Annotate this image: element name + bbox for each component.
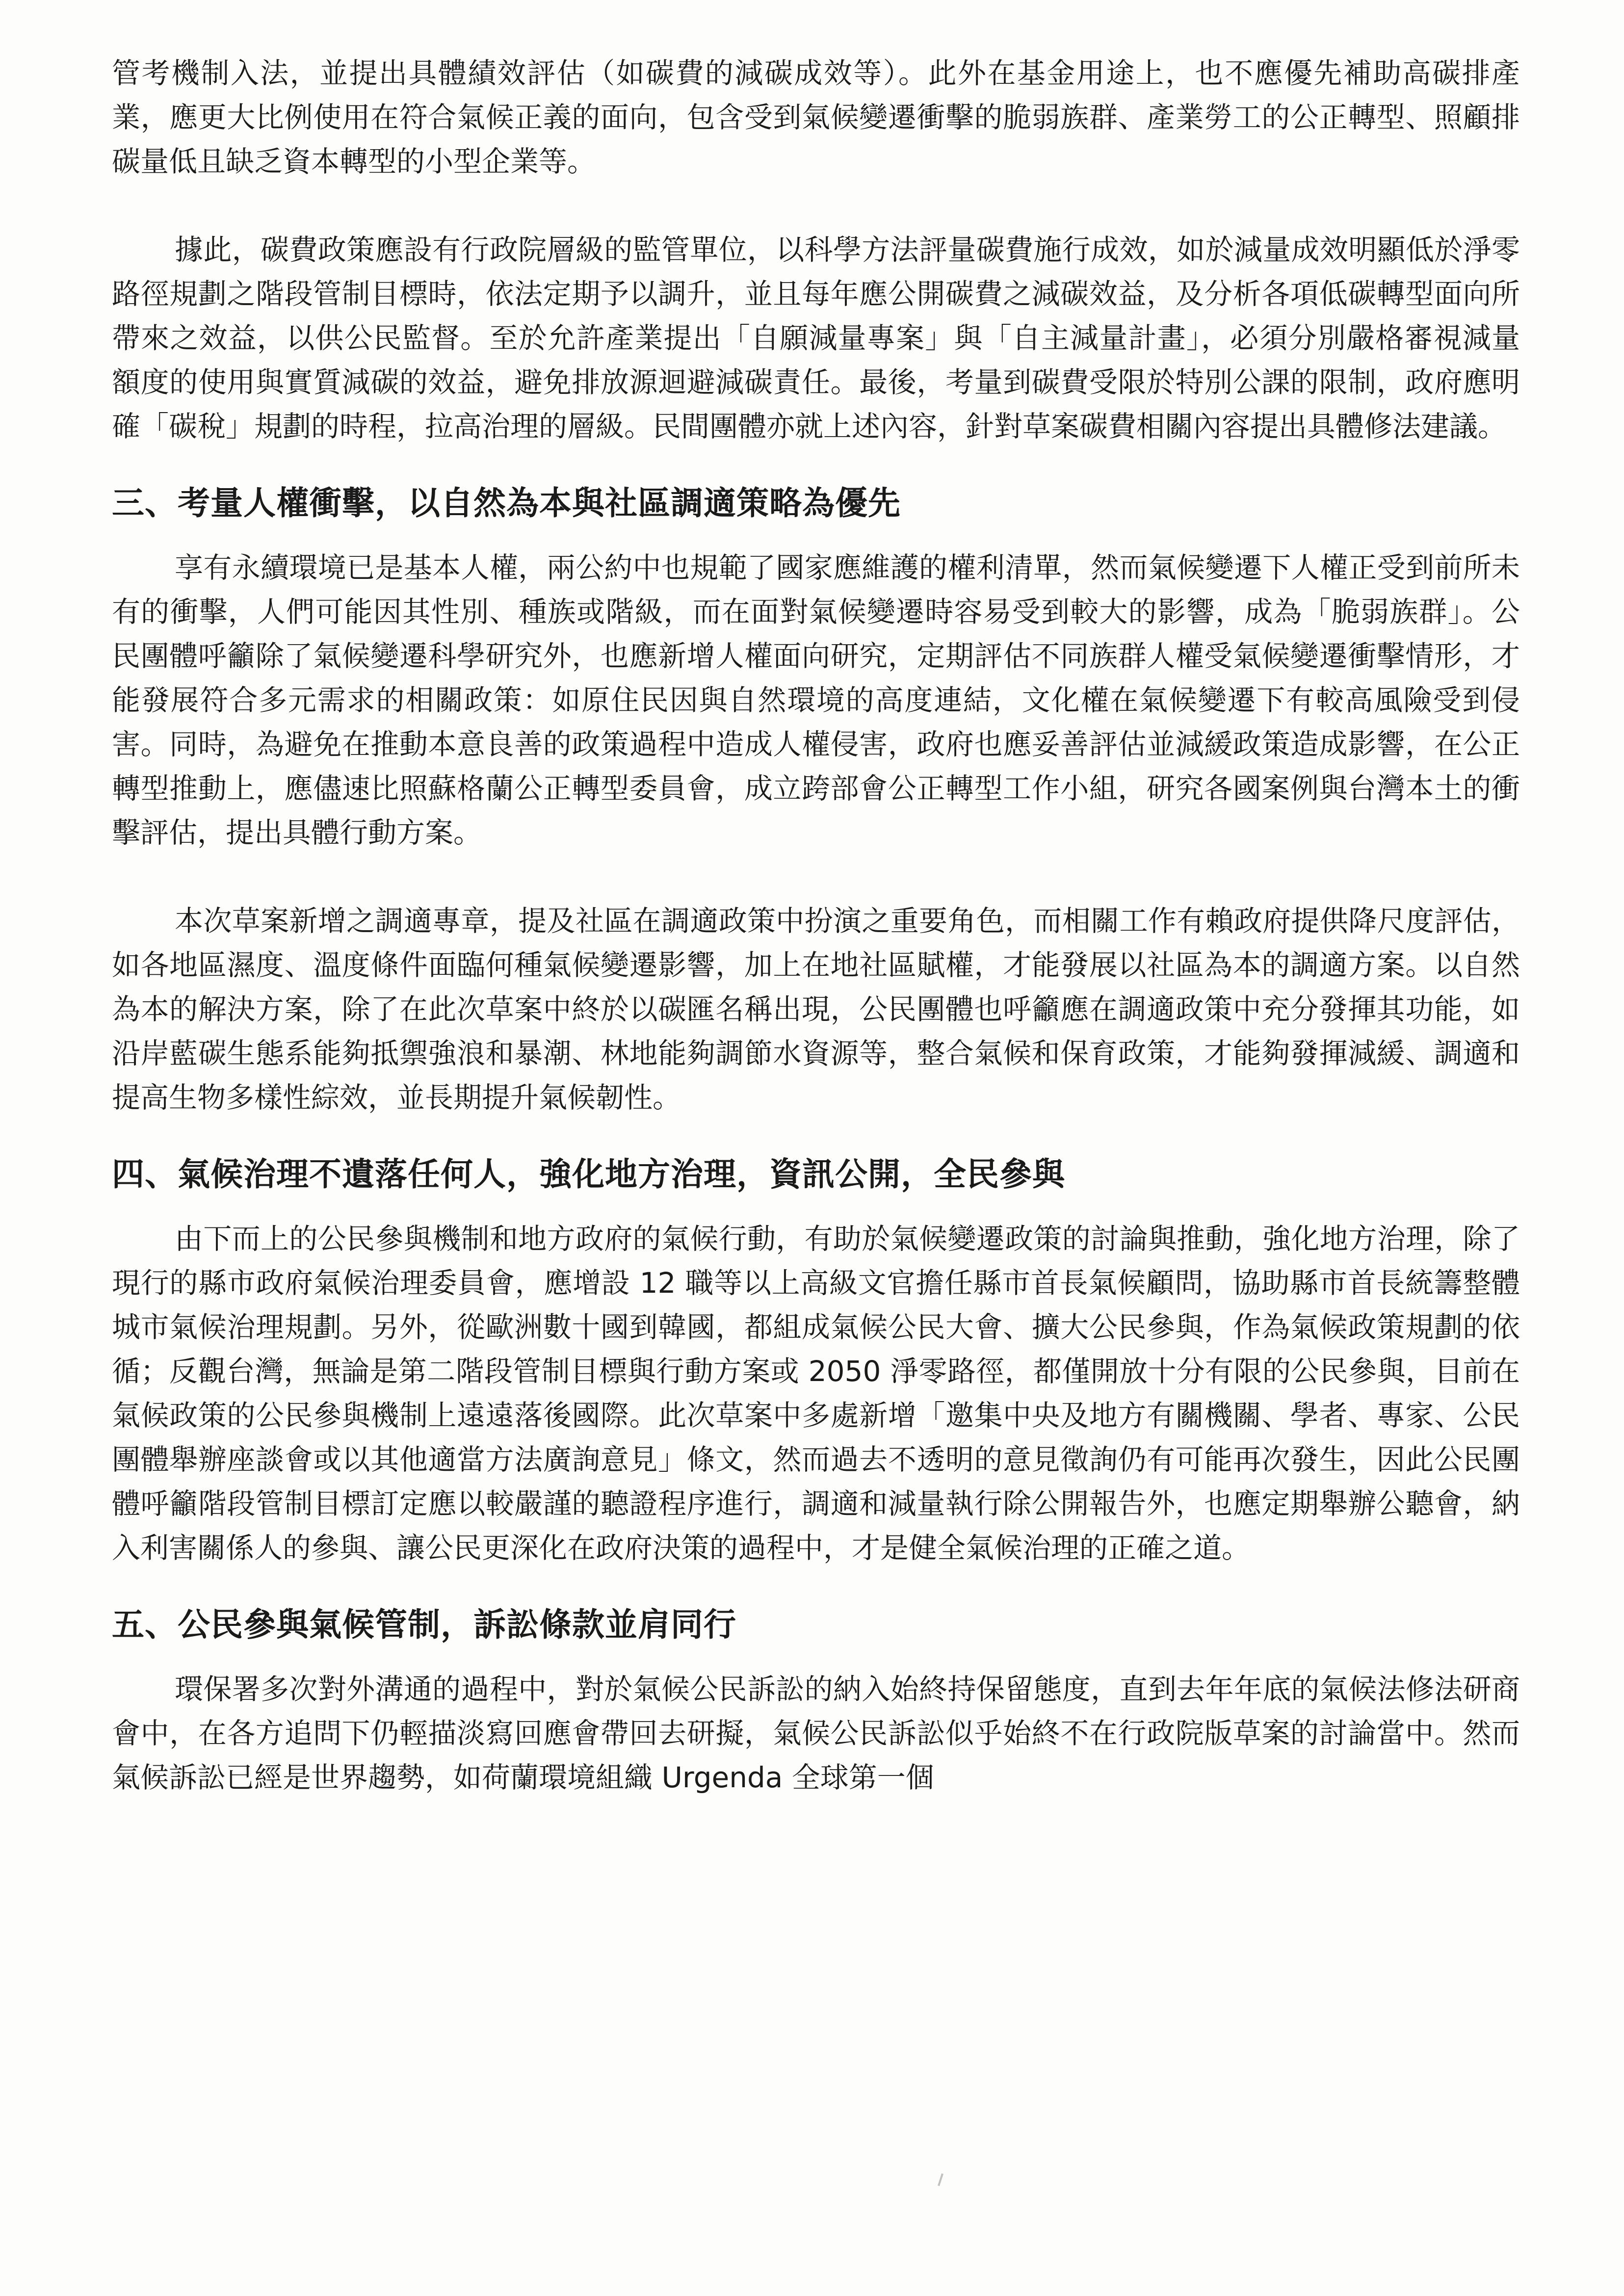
paragraph-climate-litigation: 環保署多次對外溝通的過程中，對於氣候公民訴訟的納入始終持保留態度，直到去年年底的氣候法修法研商會中，在各方追問下仍輕描淡寫回應會帶回去研擬，氣候公民訴訟似乎始終不在行政院版草案的討論當中。然而氣候訴訟已經是世界趨勢，如荷蘭環境組織 Urgenda 全球第一個 (112, 1672, 1520, 1794)
section-heading-5: 五、公民參與氣候管制，訴訟條款並肩同行 (112, 1606, 736, 1644)
section-heading-4: 四、氣候治理不遺落任何人，強化地方治理，資訊公開，全民參與 (112, 1155, 1065, 1193)
paragraph-fund-usage: 管考機制入法，並提出具體績效評估（如碳費的減碳成效等）。此外在基金用途上，也不應優先補助高碳排產業，應更大比例使用在符合氣候正義的面向，包含受到氣候變遷衝擊的脆弱族群、產業勞工的公正轉型、照顧排碳量低且缺乏資本轉型的小型企業等。 (112, 56, 1520, 178)
paragraph-carbon-fee-supervision: 據此，碳費政策應設有行政院層級的監管單位，以科學方法評量碳費施行成效，如於減量成效明顯低於淨零路徑規劃之階段管制目標時，依法定期予以調升，並且每年應公開碳費之減碳效益，及分析各項低碳轉型面向所帶來之效益，以供公民監督。至於允許產業提出「自願減量專案」與「自主減量計畫」，必須分別嚴格審視減量額度的使用與實質減碳的效益，避免排放源迴避減碳責任。最後，考量到碳費受限於特別公課的限制，政府應明確「碳稅」規劃的時程，拉高治理的層級。民間團體亦就上述內容，針對草案碳費相關內容提出具體修法建議。 (112, 233, 1520, 443)
document-body (112, 51, 1520, 1800)
paragraph-human-rights: 享有永續環境已是基本人權，兩公約中也規範了國家應維護的權利清單，然而氣候變遷下人權正受到前所未有的衝擊，人們可能因其性別、種族或階級，而在面對氣候變遷時容易受到較大的影響，成為「脆弱族群」。公民團體呼籲除了氣候變遷科學研究外，也應新增人權面向研究，定期評估不同族群人權受氣候變遷衝擊情形，才能發展符合多元需求的相關政策：如原住民因與自然環境的高度連結，文化權在氣候變遷下有較高風險受到侵害。同時，為避免在推動本意良善的政策過程中造成人權侵害，政府也應妥善評估並減緩政策造成影響，在公正轉型推動上，應儘速比照蘇格蘭公正轉型委員會，成立跨部會公正轉型工作小組，研究各國案例與台灣本土的衝擊評估，提出具體行動方案。 (112, 551, 1520, 849)
scan-speck (938, 2173, 943, 2186)
paragraph-adaptation: 本次草案新增之調適專章，提及社區在調適政策中扮演之重要角色，而相關工作有賴政府提供降尺度評估，如各地區濕度、溫度條件面臨何種氣候變遷影響，加上在地社區賦權，才能發展以社區為本的調適方案。以自然為本的解決方案，除了在此次草案中終於以碳匯名稱出現，公民團體也呼籲應在調適政策中充分發揮其功能，如沿岸藍碳生態系能夠抵禦強浪和暴潮、林地能夠調節水資源等，整合氣候和保育政策，才能夠發揮減緩、調適和提高生物多樣性綜效，並長期提升氣候韌性。 (112, 904, 1520, 1114)
paragraph-local-governance: 由下而上的公民參與機制和地方政府的氣候行動，有助於氣候變遷政策的討論與推動，強化地方治理，除了現行的縣市政府氣候治理委員會，應增設 12 職等以上高級文官擔任縣市首長氣候顧問，協助縣市首長統籌整體城市氣候治理規劃。另外，從歐洲數十國到韓國，都組成氣候公民大會、擴大公民參與，作為氣候政策規劃的依循；反觀台灣，無論是第二階段管制目標與行動方案或 2050 淨零路徑，都僅開放十分有限的公民參與，目前在氣候政策的公民參與機制上遠遠落後國際。此次草案中多處新增「邀集中央及地方有關機關、學者、專家、公民團體舉辦座談會或以其他適當方法廣詢意見」條文，然而過去不透明的意見徵詢仍有可能再次發生，因此公民團體呼籲階段管制目標訂定應以較嚴謹的聽證程序進行，調適和減量執行除公開報告外，也應定期舉辦公聽會，納入利害關係人的參與、讓公民更深化在政府決策的過程中，才是健全氣候治理的正確之道。 (112, 1222, 1520, 1565)
section-heading-3: 三、考量人權衝擊，以自然為本與社區調適策略為優先 (112, 484, 901, 522)
